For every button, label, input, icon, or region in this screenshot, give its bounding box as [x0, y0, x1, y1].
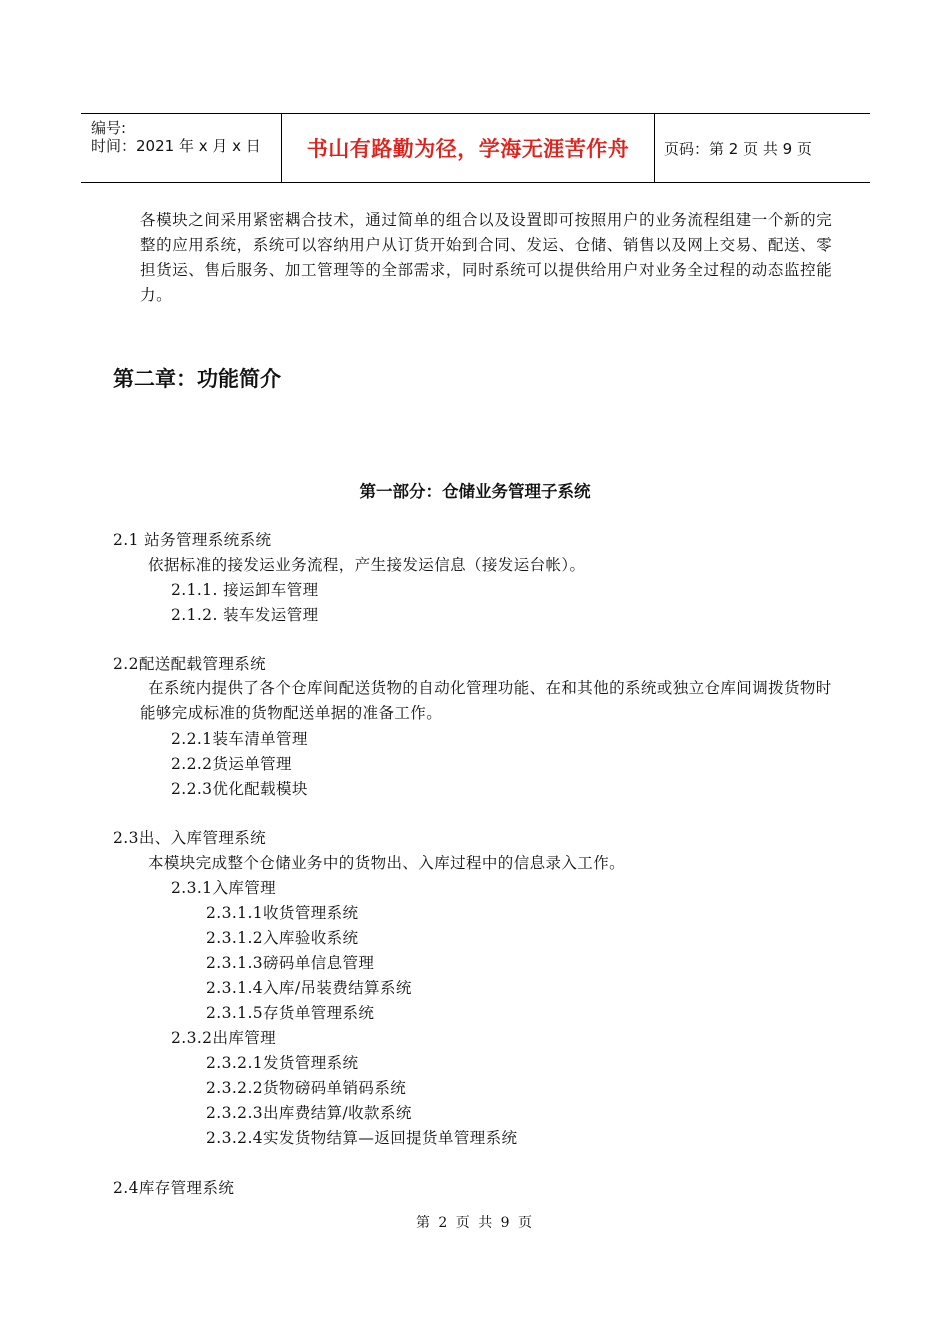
section-description: 在系统内提供了各个仓库间配送货物的自动化管理功能、在和其他的系统或独立仓库间调拨货物时能够完成标准的货物配送单据的准备工作。 [140, 679, 832, 722]
list-item: 2.2.2货运单管理 [171, 755, 292, 773]
section-heading-2-3: 2.3出、入库管理系统 [113, 829, 267, 847]
list-item: 2.1.1. 接运卸车管理 [171, 581, 319, 599]
header-motto: 书山有路勤为径，学海无涯苦作舟 [306, 137, 630, 161]
list-item: 2.3.2.2货物磅码单销码系统 [206, 1079, 407, 1097]
header-info-cell [81, 114, 281, 182]
list-item: 2.3.1.2入库验收系统 [206, 929, 359, 947]
section-description: 依据标准的接发运业务流程，产生接发运信息（接发运台帐）。 [148, 556, 586, 574]
header-page-number: 页码：第 2 页 共 9 页 [664, 139, 812, 158]
section-heading-2-2: 2.2配送配载管理系统 [113, 655, 267, 673]
page-footer: 第 2 页 共 9 页 [415, 1215, 535, 1231]
section-heading-2-4: 2.4库存管理系统 [113, 1179, 235, 1197]
list-item: 2.3.2.1发货管理系统 [206, 1054, 359, 1072]
list-item: 2.2.3优化配载模块 [171, 780, 308, 798]
document-number-label: 编号: [91, 119, 127, 137]
page-header [81, 113, 870, 183]
section-heading-2-1: 2.1 站务管理系统系统 [113, 531, 272, 549]
header-divider [654, 114, 655, 182]
subsection-heading: 2.3.2出库管理 [171, 1029, 277, 1047]
list-item: 2.3.1.5存货单管理系统 [206, 1004, 375, 1022]
list-item: 2.3.1.3磅码单信息管理 [206, 954, 375, 972]
chapter-title: 第二章：功能简介 [113, 367, 281, 391]
list-item: 2.3.2.4实发货物结算—返回提货单管理系统 [206, 1129, 518, 1147]
part-title: 第一部分：仓储业务管理子系统 [359, 482, 591, 501]
list-item: 2.2.1装车清单管理 [171, 730, 308, 748]
list-item: 2.1.2. 装车发运管理 [171, 606, 319, 624]
list-item: 2.3.2.3出库费结算/收款系统 [206, 1104, 412, 1122]
list-item: 2.3.1.4入库/吊装费结算系统 [206, 979, 412, 997]
subsection-heading: 2.3.1入库管理 [171, 879, 277, 897]
intro-paragraph: 各模块之间采用紧密耦合技术，通过简单的组合以及设置即可按照用户的业务流程组建一个新的完整的应用系统，系统可以容纳用户从订货开始到合同、发运、仓储、销售以及网上交易、配送、零担货运、售后服务、加工管理等的全部需求，同时系统可以提供给用户对业务全过程的动态监控能力。 [140, 211, 833, 304]
list-item: 2.3.1.1收货管理系统 [206, 904, 359, 922]
section-description: 本模块完成整个仓储业务中的货物出、入库过程中的信息录入工作。 [148, 854, 626, 872]
document-time-label: 时间：2021 年 x 月 x 日 [91, 137, 261, 155]
